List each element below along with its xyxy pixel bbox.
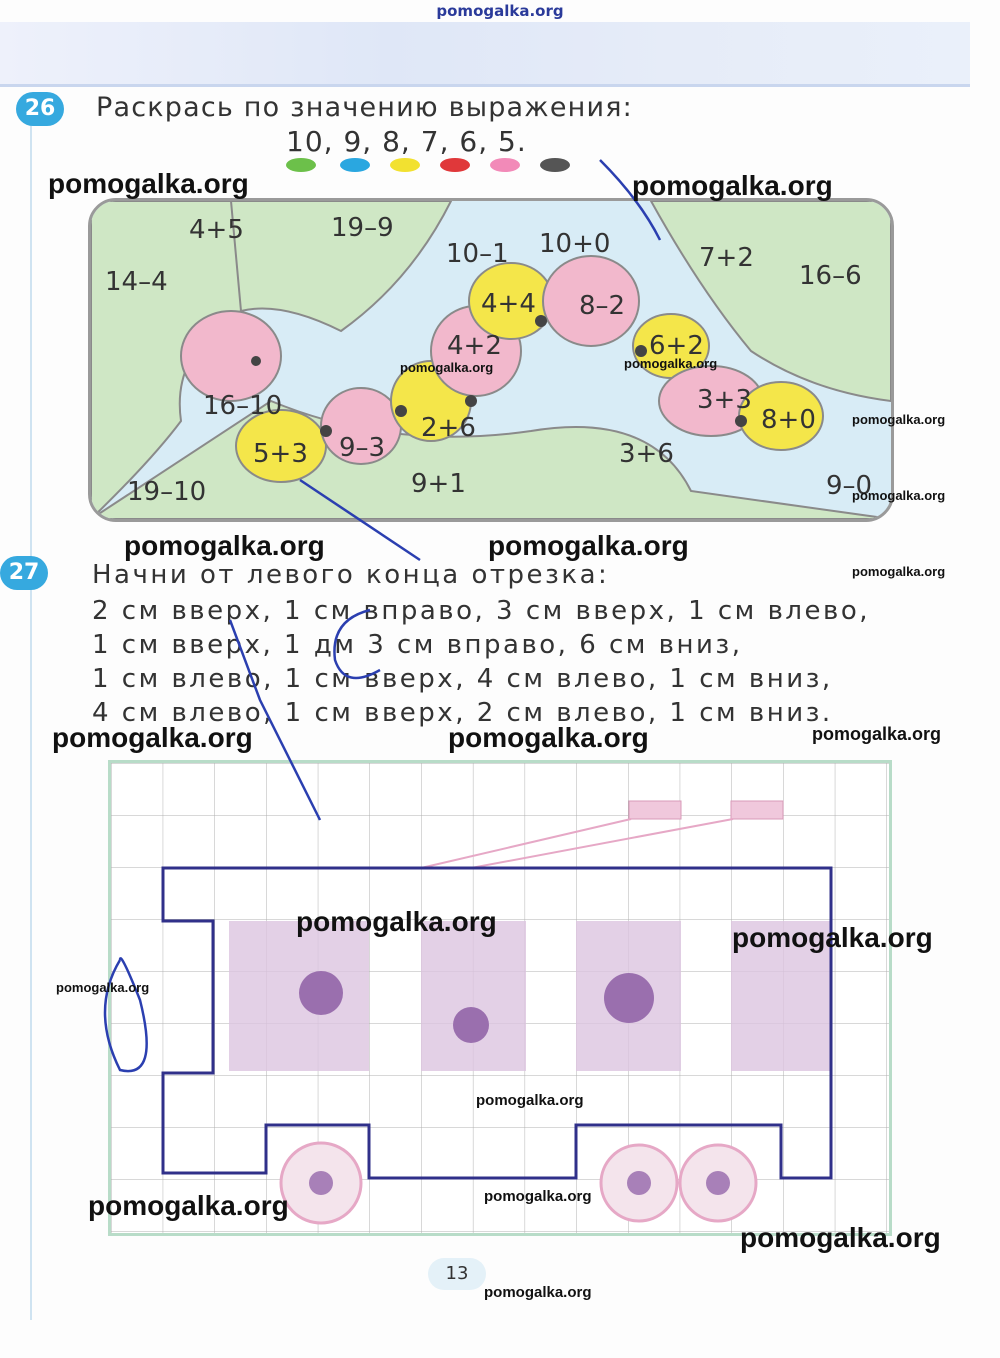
task-26-badge: 26	[16, 92, 64, 126]
watermark: pomogalka.org	[448, 722, 649, 753]
watermark: pomogalka.org	[852, 564, 946, 579]
task-27-badge: 27	[0, 556, 48, 590]
watermark: pomogalka.org	[476, 1092, 584, 1109]
watermark: pomogalka.org	[624, 356, 718, 371]
expression: 10–1	[446, 239, 509, 269]
separator: ,	[439, 125, 450, 158]
expression: 7+2	[699, 243, 754, 273]
squared-grid-drawing	[108, 760, 892, 1236]
watermark: pomogalka.org	[88, 1190, 289, 1221]
expression: 10+0	[539, 229, 611, 259]
grid-drawing	[111, 763, 889, 1233]
header-divider	[0, 84, 970, 87]
expression: 2+6	[421, 413, 476, 443]
watermark: pomogalka.org	[732, 922, 933, 953]
color-dot-green	[286, 158, 316, 172]
separator: ,	[362, 125, 373, 158]
expression: 3+6	[619, 439, 674, 469]
separator: ,	[323, 125, 334, 158]
task-27-line-5: 4 см влево, 1 см вверх, 2 см влево, 1 см вниз.	[92, 698, 833, 728]
expression: 4+2	[447, 331, 502, 361]
site-header-link[interactable]: pomogalka.org	[436, 2, 564, 20]
expression: 9+1	[411, 469, 466, 499]
color-values-row	[286, 125, 527, 158]
separator: .	[516, 125, 527, 158]
task-26-title: Раскрась по значению выражения:	[96, 92, 633, 123]
expression: 16–6	[799, 261, 862, 291]
expression: 8–2	[579, 291, 626, 321]
task-27-line-3: 1 см вверх, 1 дм 3 см вправо, 6 см вниз,	[92, 630, 743, 660]
separator: ,	[478, 125, 489, 158]
value-6: 5	[498, 125, 517, 158]
watermark: pomogalka.org	[296, 906, 497, 937]
watermark: pomogalka.org	[52, 722, 253, 753]
task-27-line-1: Начни от левого конца отрезка:	[92, 560, 610, 590]
value-2: 9	[343, 125, 363, 158]
separator: ,	[400, 125, 411, 158]
watermark: pomogalka.org	[632, 170, 833, 201]
page-number: 13	[428, 1258, 486, 1290]
watermark: pomogalka.org	[484, 1188, 592, 1205]
color-dot-blue	[340, 158, 370, 172]
value-5: 6	[459, 125, 479, 158]
expression: 14–4	[105, 267, 168, 297]
margin-line	[30, 120, 32, 1320]
color-dot-red	[440, 158, 470, 172]
value-3: 8	[382, 125, 401, 158]
expression: 8+0	[761, 405, 816, 435]
expression: 9–0	[826, 471, 873, 501]
expression: 6+2	[649, 331, 704, 361]
watermark: pomogalka.org	[124, 530, 325, 561]
expression: 5+3	[253, 439, 308, 469]
color-dot-pink	[490, 158, 520, 172]
task-27-line-2: 2 см вверх, 1 см вправо, 3 см вверх, 1 см влево,	[92, 596, 870, 626]
task-27-line-4: 1 см влево, 1 см вверх, 4 см влево, 1 см вниз,	[92, 664, 833, 694]
expression: 19–9	[331, 213, 394, 243]
watermark: pomogalka.org	[852, 488, 946, 503]
watermark: pomogalka.org	[48, 168, 249, 199]
expression: 4+5	[189, 215, 244, 245]
expression: 16–10	[203, 391, 283, 421]
watermark: pomogalka.org	[812, 724, 942, 744]
expression: 3+3	[697, 385, 752, 415]
watermark: pomogalka.org	[740, 1222, 941, 1253]
decorative-header-band	[0, 22, 970, 84]
expression: 9–3	[339, 433, 386, 463]
watermark: pomogalka.org	[400, 360, 494, 375]
color-dot-yellow	[390, 158, 420, 172]
watermark: pomogalka.org	[56, 980, 150, 995]
watermark: pomogalka.org	[488, 530, 689, 561]
expression: 4+4	[481, 289, 536, 319]
value-1: 10	[286, 125, 324, 158]
watermark: pomogalka.org	[484, 1284, 592, 1301]
color-dot-gray	[540, 158, 570, 172]
watermark: pomogalka.org	[852, 412, 946, 427]
expression: 19–10	[127, 477, 207, 507]
value-4: 7	[420, 125, 440, 158]
